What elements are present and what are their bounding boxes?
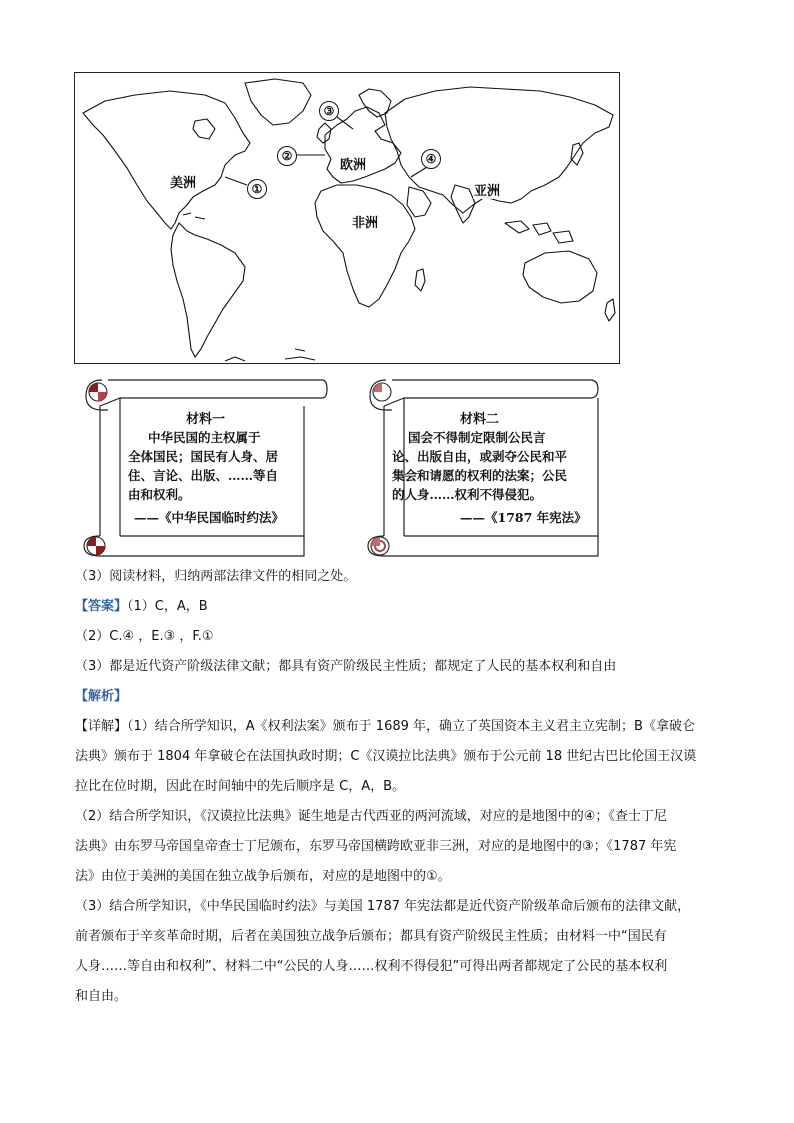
analysis-p2-line-2: 法》由位于美洲的美国在独立战争后颁布，对应的是地图中的①。 <box>75 869 451 884</box>
australia-outline <box>523 251 597 303</box>
new-zealand-outline <box>605 299 615 321</box>
material-one-scroll <box>80 376 328 558</box>
answer-line-1-text: （1）C，A，B <box>127 599 208 614</box>
answer-line-2: （2）C.④ ，E.③ ，F.① <box>75 629 214 644</box>
arabia-outline <box>407 187 431 217</box>
madagascar-outline <box>415 269 425 291</box>
world-map-outline <box>75 73 620 364</box>
label-asia: 亚洲 <box>474 184 501 199</box>
analysis-p2-line-0: （2）结合所学知识，《汉谟拉比法典》诞生地是古代西亚的两河流域，对应的是地图中的④；《查士丁尼 <box>75 809 667 824</box>
world-map <box>74 72 620 364</box>
africa-outline <box>315 185 415 307</box>
analysis-p3-line-2: 人身……等自由和权利”、材料二中“公民的人身……权利不得侵犯”可得出两者都规定了公民的基本权利 <box>75 959 668 974</box>
southeast-asia-islands <box>505 221 573 243</box>
label-africa: 非洲 <box>352 216 379 231</box>
material-one-line-3: 由和权利。 <box>128 487 191 502</box>
analysis-p3-line-0: （3）结合所学知识，《中华民国临时约法》与美国 1787 年宪法都是近代资产阶级革命后颁布的法律文献， <box>75 899 691 914</box>
analysis-heading <box>75 682 725 712</box>
answer-line-1 <box>75 592 725 622</box>
material-one-line-1: 全体国民；国民有人身、居 <box>128 449 279 464</box>
greenland-outline <box>245 79 311 125</box>
material-two-source: ——《1787 年宪法》 <box>460 510 587 525</box>
material-two-line-3: 的人身……权利不得侵犯。 <box>392 487 543 502</box>
material-two-line-1: 论、出版自由，或剥夺公民和平 <box>392 449 568 464</box>
hudson-bay <box>193 119 215 139</box>
material-two-line-2: 集会和请愿的权利的法案；公民 <box>392 468 568 483</box>
caribbean-islands <box>183 213 205 219</box>
label-europe: 欧洲 <box>340 158 367 173</box>
material-one-line-2: 住、言论、出版、……等自 <box>128 468 279 483</box>
analysis-p1-line-0 <box>75 712 725 742</box>
north-america-outline <box>83 91 250 229</box>
analysis-p1-line-0-text: （1）结合所学知识，A《权利法案》颁布于 1689 年，确立了英国资本主义君主立宪制；B《拿破仑 <box>127 719 695 734</box>
answer-line-3: （3）都是近代资产阶级法律文献；都具有资产阶级民主性质；都规定了人民的基本权利和自由 <box>75 659 617 674</box>
marker-1-pointer <box>225 177 247 185</box>
material-two-title: 材料二 <box>460 412 500 427</box>
material-two-scroll <box>364 376 600 558</box>
question-3: （3）阅读材料，归纳两部法律文件的相同之处。 <box>75 569 357 584</box>
india-outline <box>451 185 475 223</box>
analysis-p1-line-1: 法典》颁布于 1804 年拿破仑在法国执政时期；C《汉谟拉比法典》颁布于公元前 18 世纪古巴比伦国王汉谟 <box>75 749 697 764</box>
marker-1: ① <box>247 179 267 199</box>
marker-3: ③ <box>319 101 339 121</box>
analysis-p3-line-3: 和自由。 <box>75 989 128 1004</box>
material-one-line-0: 中华民国的主权属于 <box>148 430 261 445</box>
answer-tag: 【答案】 <box>75 599 128 614</box>
analysis-tag: 【解析】 <box>75 689 128 704</box>
material-two-line-0: 国会不得制定限制公民言 <box>408 430 546 445</box>
marker-4: ④ <box>421 149 441 169</box>
detail-tag: 【详解】 <box>75 719 128 734</box>
material-one-title: 材料一 <box>186 412 226 427</box>
answer-section <box>75 562 725 1012</box>
antarctic-fragments <box>225 349 315 361</box>
material-one-source: ——《中华民国临时约法》 <box>134 510 285 525</box>
marker-4-pointer <box>411 167 427 177</box>
analysis-p1-line-2: 拉比在位时期，因此在时间轴中的先后顺序是 C，A，B。 <box>75 779 406 794</box>
analysis-p2-line-1: 法典》由东罗马帝国皇帝查士丁尼颁布，东罗马帝国横跨欧亚非三洲，对应的是地图中的③；《1787 年宪 <box>75 839 677 854</box>
south-america-outline <box>171 223 245 357</box>
marker-2: ② <box>277 146 297 166</box>
analysis-p3-line-1: 前者颁布于辛亥革命时期，后者在美国独立战争后颁布；都具有资产阶级民主性质；由材料一中“国民有 <box>75 929 667 944</box>
label-america: 美洲 <box>170 176 197 191</box>
britain-outline <box>317 123 331 143</box>
